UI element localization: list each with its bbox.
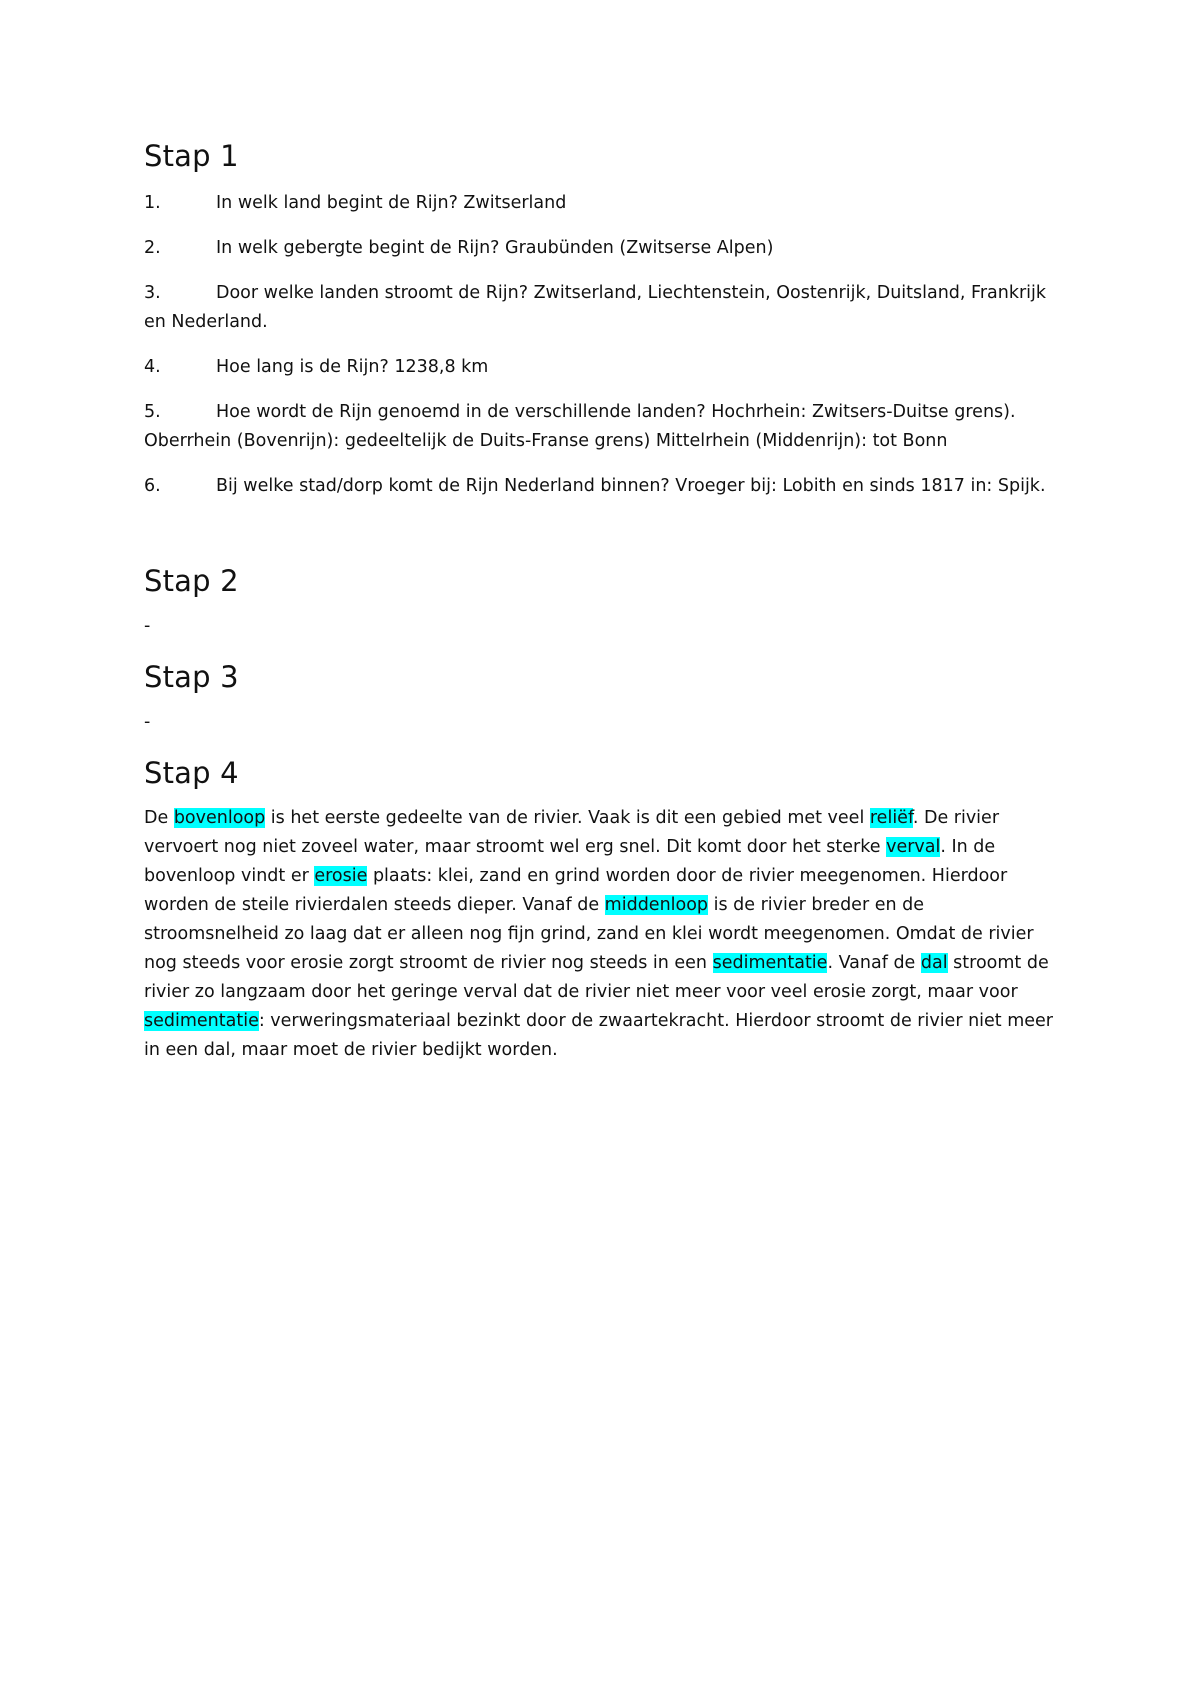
list-text: Hoe lang is de Rijn? 1238,8 km <box>216 357 489 377</box>
list-text: Hoe wordt de Rijn genoemd in de verschillende landen? Hochrhein: Zwitsers-Duitse grens). Oberrhein (Bovenrijn): gedeeltelijk de Duits-Franse grens) Mittelrhein (Middenrijn): tot Bonn <box>144 402 1016 451</box>
stap-4-paragraph <box>144 804 1062 1065</box>
paragraph-text: stroomt de rivier zo langzaam door het geringe verval dat de rivier niet meer voor veel erosie zorgt, maar voor <box>144 953 1049 1002</box>
list-item <box>144 472 1062 501</box>
list-item <box>144 234 1062 263</box>
highlighted-term: verval <box>886 837 941 857</box>
list-number: 4. <box>144 357 161 377</box>
paragraph-text: is de rivier breder en de stroomsnelheid zo laag dat er alleen nog fijn grind, zand en klei wordt meegenomen. Omdat de rivier nog steeds voor erosie zorgt stroomt de rivier nog steeds in een <box>144 895 1034 973</box>
paragraph-text: . Vanaf de <box>827 953 921 973</box>
section-stap-3 <box>144 660 1062 737</box>
list-item <box>144 353 1062 382</box>
paragraph-text: : verweringsmateriaal bezinkt door de zwaartekracht. Hierdoor stroomt de rivier niet meer in een dal, maar moet de rivier bedijkt worden. <box>144 1011 1054 1060</box>
section-stap-4 <box>144 756 1062 1065</box>
highlighted-term: sedimentatie <box>712 953 828 973</box>
highlighted-term: bovenloop <box>173 808 266 828</box>
stap-3-content: - <box>144 712 151 732</box>
heading-stap-3: Stap 3 <box>144 660 239 694</box>
highlighted-term: middenloop <box>604 895 709 915</box>
section-stap-1 <box>144 139 1062 501</box>
document-content <box>144 139 1062 1065</box>
list-text: Door welke landen stroomt de Rijn? Zwitserland, Liechtenstein, Oostenrijk, Duitsland, Frankrijk en Nederland. <box>144 283 1047 332</box>
list-number: 6. <box>144 476 161 496</box>
list-text: Bij welke stad/dorp komt de Rijn Nederland binnen? Vroeger bij: Lobith en sinds 1817 in: Spijk. <box>216 476 1046 496</box>
stap-2-content: - <box>144 616 151 636</box>
paragraph-text: . De rivier vervoert nog niet zoveel water, maar stroomt wel erg snel. Dit komt door het sterke <box>144 808 1000 857</box>
paragraph-text: De <box>144 808 174 828</box>
heading-stap-2: Stap 2 <box>144 564 239 598</box>
heading-stap-4: Stap 4 <box>144 756 239 790</box>
section-stap-2 <box>144 564 1062 641</box>
list-number: 5. <box>144 402 161 422</box>
list-number: 3. <box>144 283 161 303</box>
paragraph-text: . In de bovenloop vindt er <box>144 837 996 886</box>
highlighted-term: sedimentatie <box>144 1011 259 1031</box>
list-number: 2. <box>144 238 161 258</box>
list-item <box>144 398 1062 456</box>
heading-stap-1: Stap 1 <box>144 139 239 173</box>
list-text: In welk land begint de Rijn? Zwitserland <box>216 193 567 213</box>
highlighted-term: dal <box>920 953 948 973</box>
list-text: In welk gebergte begint de Rijn? Graubünden (Zwitserse Alpen) <box>216 238 774 258</box>
paragraph-text: is het eerste gedeelte van de rivier. Vaak is dit een gebied met veel <box>265 808 870 828</box>
list-item <box>144 279 1062 337</box>
list-number: 1. <box>144 193 161 213</box>
highlighted-term: erosie <box>314 866 368 886</box>
list-item <box>144 189 1062 218</box>
paragraph-text: plaats: klei, zand en grind worden door de rivier meegenomen. Hierdoor worden de steile rivierdalen steeds dieper. Vanaf de <box>144 866 1008 915</box>
highlighted-term: reliëf <box>869 808 913 828</box>
